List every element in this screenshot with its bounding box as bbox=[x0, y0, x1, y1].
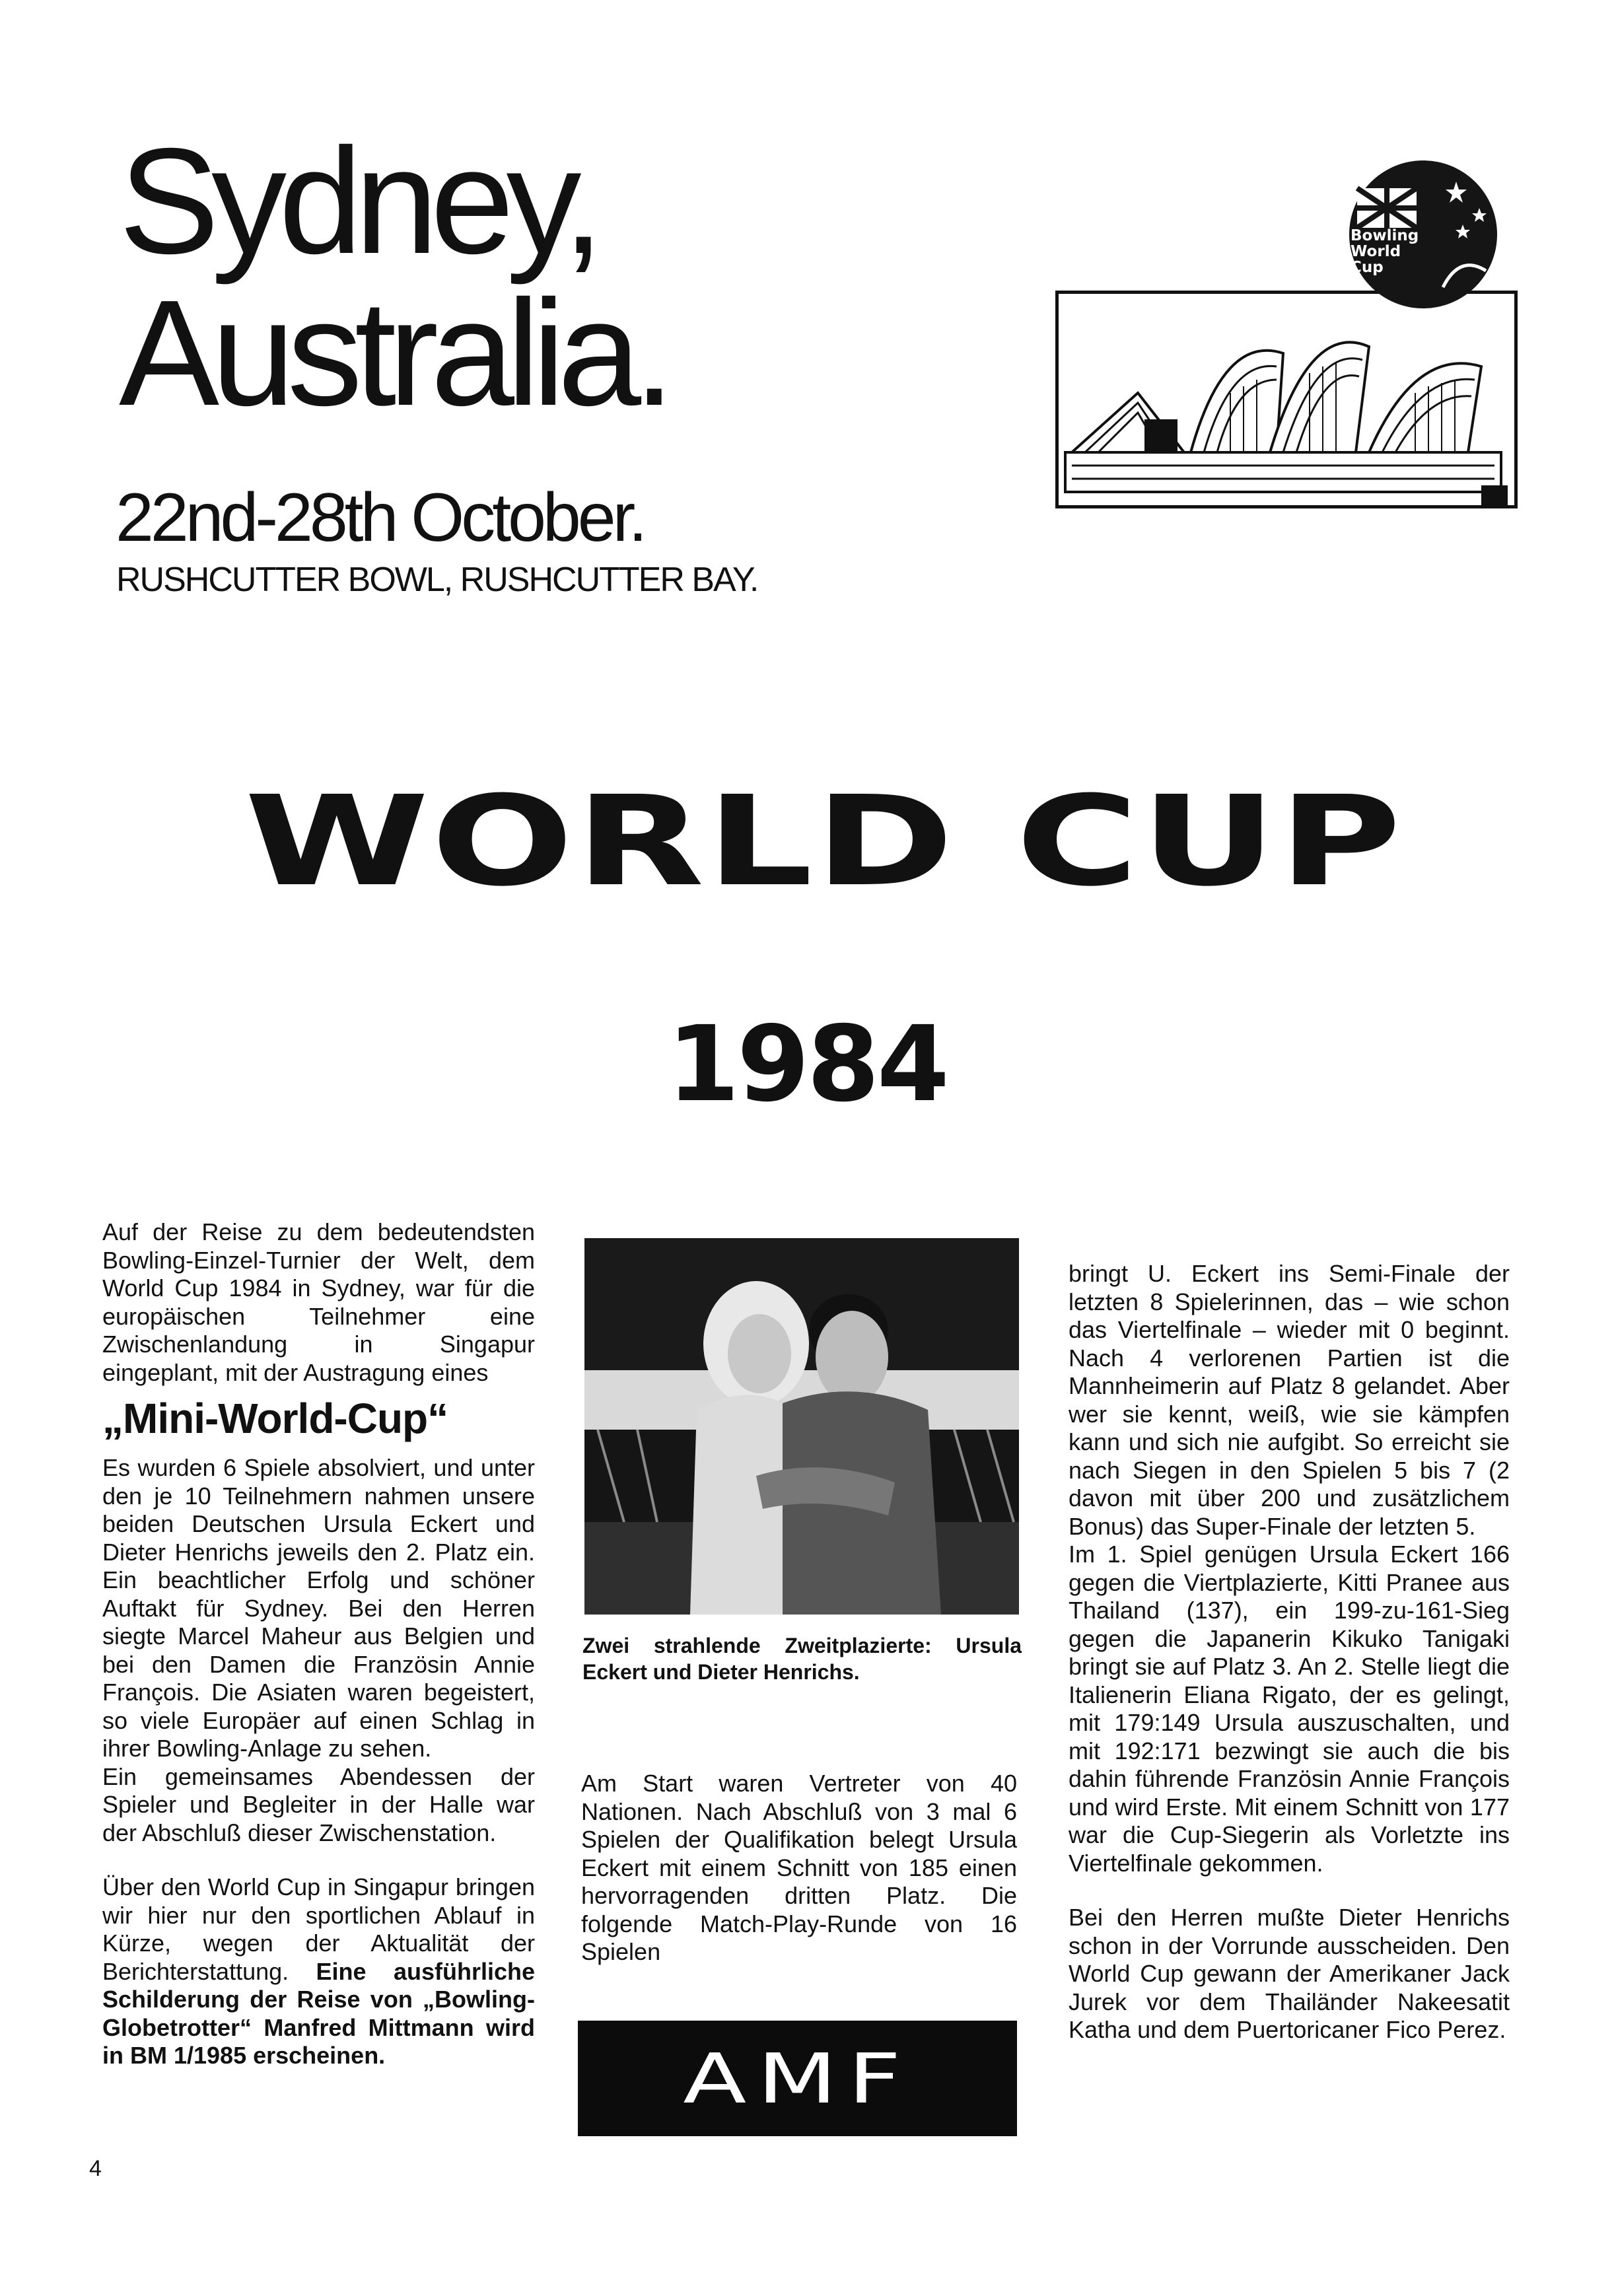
headline-country: Australia. bbox=[119, 269, 668, 437]
paragraph-text: Über den World Cup in Singapur bringen wir hier nur den sportlichen Ablauf in Kürze, wegen der Aktualität der Berichterstattung. bbox=[102, 1873, 535, 1985]
article-column-3 bbox=[1069, 1260, 1510, 2044]
intro-paragraph: Auf der Reise zu dem bedeutendsten Bowling-Einzel-Turnier der Welt, dem World Cup 1984 in Sydney, war für die europäischen Teilnehmer eine Zwischenlandung in Singapur eingeplant, mit der Austragung eines bbox=[102, 1218, 535, 1386]
paragraph: Am Start waren Vertreter von 40 Nationen. Nach Abschluß von 3 mal 6 Spielen der Qualifikation belegt Ursula Eckert mit einem Schnitt von 185 einen hervorragenden dritten Platz. Die folgende Match-Play-Runde von 16 Spielen bbox=[581, 1770, 1017, 1965]
paragraph: Im 1. Spiel genügen Ursula Eckert 166 gegen die Viertplazierte, Kitti Pranee aus Thailand (137), ein 199-zu-161-Sieg gegen die Japanerin Kikuko Tanigaki bringt sie auf Platz 3. An 2. Stelle liegt die Italienerin Eliana Rigato, der es gelingt, mit 179:149 Ursula auszuschalten, und mit 192:171 bezwingt sie auch die bis dahin führende Französin Annie François und wird Erste. Mit einem Schnitt von 177 war die Cup-Siegerin als Vorletzte ins Viertelfinale gekommen. bbox=[1069, 1541, 1510, 1877]
article-photo bbox=[584, 1238, 1019, 1615]
badge-line-2: World bbox=[1351, 243, 1401, 260]
photo-caption: Zwei strahlende Zweitplazierte: Ursula Eckert und Dieter Henrichs. bbox=[582, 1634, 1022, 1684]
page-number: 4 bbox=[89, 2156, 102, 2181]
paragraph: Bei den Herren mußte Dieter Henrichs schon in der Vorrunde ausscheiden. Den World Cup gewann der Amerikaner Jack Jurek vor dem Thailänder Nakeesatit Katha und dem Puertoricaner Fico Perez. bbox=[1069, 1904, 1510, 2043]
article-column-1 bbox=[102, 1218, 535, 2070]
page-title: WORLD CUP bbox=[244, 769, 1403, 914]
article-column-2 bbox=[581, 1770, 1017, 1966]
event-venue: RUSHCUTTER BOWL, RUSHCUTTER BAY. bbox=[116, 561, 758, 599]
paragraph: Ein gemeinsames Abendessen der Spieler und Begleiter in der Halle war der Abschluß dieser Zwischenstation. bbox=[102, 1762, 535, 1846]
opera-house-icon bbox=[1059, 294, 1518, 508]
headline-city: Sydney, bbox=[119, 118, 596, 285]
title-year: 1984 bbox=[667, 1004, 947, 1125]
badge-line-1: Bowling bbox=[1351, 227, 1419, 244]
paragraph-bold-text: Eine ausführliche Schilderung der Reise von „Bowling-Globetrotter“ Manfred Mittmann wird in BM 1/1985 erscheinen. bbox=[102, 1957, 535, 2069]
badge-line-3: Cup bbox=[1351, 259, 1384, 276]
paragraph bbox=[102, 1873, 535, 2070]
paragraph: Es wurden 6 Spiele absolviert, und unter den je 10 Teilnehmern nahmen unsere beiden Deutschen Ursula Eckert und Dieter Henrichs jeweils den 2. Platz ein. Ein beachtlicher Erfolg und schöner Auftakt für Sydney. Bei den Herren siegte Marcel Maheur aus Belgien und bei den Damen die Französin Annie François. Die Asiaten waren begeistert, so viele Europäer auf einen Schlag in ihrer Bowling-Anlage zu sehen. bbox=[102, 1454, 535, 1762]
badge-text bbox=[1351, 228, 1430, 275]
amf-advertisement bbox=[578, 2021, 1017, 2136]
section-subhead: „Mini-World-Cup“ bbox=[102, 1395, 448, 1442]
amf-logo-text: AMF bbox=[683, 2038, 912, 2119]
event-dates: 22nd-28th October. bbox=[116, 479, 645, 556]
paragraph: bringt U. Eckert ins Semi-Finale der letzten 8 Spielerinnen, das – wie schon das Viertelfinale – wieder mit 0 beginnt. Nach 4 verlorenen Partien ist die Mannheimerin auf Platz 8 gelandet. Aber wer sie kennt, weiß, wie sie kämpfen kann und sich nie aufgibt. So erreicht sie nach Siegen in den Spielen 5 bis 7 (2 davon mit über 200 und zusätzlichem Bonus) das Super-Finale der letzten 5. bbox=[1069, 1260, 1510, 1540]
opera-house-illustration bbox=[1055, 291, 1518, 508]
photo-image bbox=[584, 1238, 1019, 1615]
